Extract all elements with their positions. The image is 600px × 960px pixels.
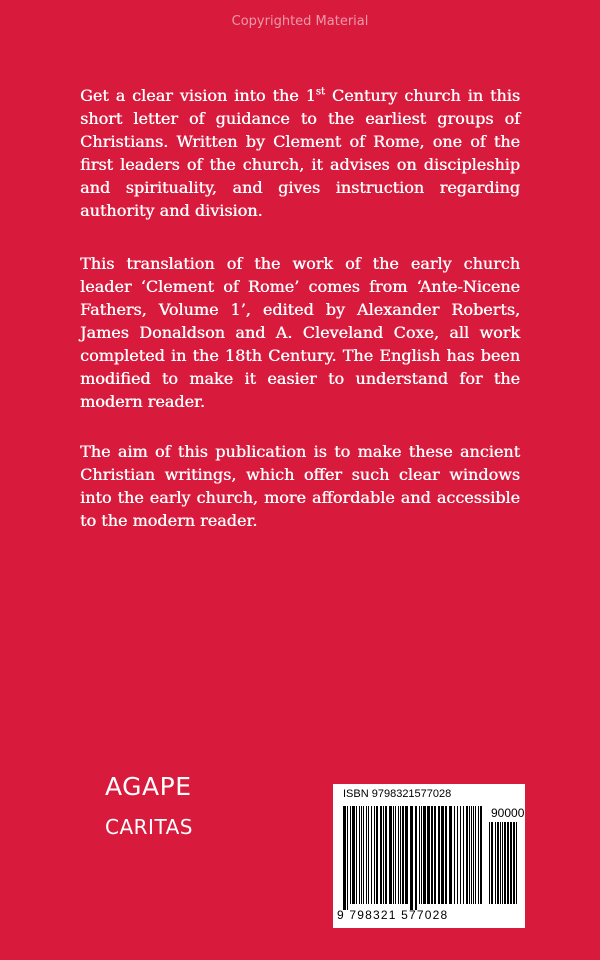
barcode-bar	[376, 806, 378, 904]
barcode-bar	[502, 822, 503, 904]
barcode-bar	[363, 806, 364, 904]
blurb-paragraph-1	[80, 84, 520, 222]
barcode-bar	[361, 806, 362, 904]
barcode-bar	[385, 806, 387, 904]
barcode-bar	[431, 806, 433, 904]
ean13-barcode-bars	[343, 806, 483, 910]
barcode-bar	[510, 822, 512, 904]
barcode-bar	[427, 806, 430, 904]
barcode-bar	[495, 822, 496, 904]
blurb-paragraph-2: This translation of the work of the early church leader ‘Clement of Rome’ comes from ‘Ante-Nicene Fathers, Volume 1’, edited by Alexander Roberts, James Donaldson and A. Cleveland Coxe, all work completed in the 18th Century. The English has been modified to make it easier to understand for the modern reader.	[80, 254, 520, 411]
isbn-label: ISBN 9798321577028	[343, 788, 452, 800]
barcode-bar	[454, 806, 455, 904]
barcode-bar	[395, 806, 396, 904]
barcode-bar	[410, 806, 413, 910]
barcode-bar	[445, 806, 447, 904]
barcode-bar	[400, 806, 401, 904]
barcode-bar	[402, 806, 404, 904]
barcode-bar	[434, 806, 436, 904]
barcode-digits: 9 798321 577028	[337, 908, 449, 922]
barcode-bar	[507, 822, 509, 904]
blurb-paragraph-3: The aim of this publication is to make these ancient Christian writings, which offer such clear windows into the early church, more affordable and accessible to the modern reader.	[80, 442, 520, 530]
barcode-bar	[489, 822, 490, 904]
blurb-p1-rest: Century church in this short letter of guidance to the earliest groups of Christians. Written by Clement of Rome, one of the first leaders of the church, it advises on discipleship and spirituality, and gives instruction regarding authority and division.	[80, 86, 521, 220]
barcode-bar	[516, 822, 517, 904]
publisher-name-line-2: CARITAS	[105, 815, 193, 839]
price-code: 90000	[491, 806, 525, 820]
barcode-bar	[419, 806, 420, 904]
barcode-bar	[366, 806, 367, 904]
copyright-watermark: Copyrighted Material	[231, 14, 369, 29]
barcode-bar	[374, 806, 375, 904]
barcode-bar	[423, 806, 426, 904]
blurb-p1-start: Get a clear vision into the 1	[80, 86, 316, 105]
barcode-bar	[352, 806, 355, 904]
price-addon-barcode-bars	[489, 822, 519, 910]
blurb-p1-ordinal: st	[315, 86, 325, 98]
barcode-bar	[513, 822, 515, 904]
barcode-bar	[359, 806, 360, 904]
barcode-bar	[380, 806, 382, 904]
barcode-bar	[421, 806, 422, 904]
barcode-bar	[469, 806, 470, 904]
barcode-bar	[478, 806, 479, 904]
barcode-bar	[500, 822, 501, 904]
barcode-bar	[475, 806, 476, 904]
barcode-bar	[350, 806, 351, 904]
barcode-bar	[463, 806, 464, 904]
barcode-bar	[343, 806, 346, 910]
barcode-bar	[438, 806, 440, 904]
barcode-bar	[449, 806, 452, 904]
publisher-name-line-1: AGAPE	[105, 772, 192, 801]
barcode-bar	[383, 806, 384, 904]
isbn-barcode	[333, 784, 525, 928]
barcode-bar	[504, 822, 506, 904]
barcode-bar	[393, 806, 394, 904]
barcode-bar	[356, 806, 357, 904]
barcode-bar	[460, 806, 461, 904]
barcode-bar	[457, 806, 458, 904]
barcode-bar	[441, 806, 444, 904]
barcode-bar	[473, 806, 474, 904]
barcode-bar	[398, 806, 399, 904]
barcode-bar	[389, 806, 392, 904]
barcode-bar	[497, 822, 499, 904]
barcode-bar	[491, 822, 493, 904]
barcode-bar	[368, 806, 369, 904]
barcode-bar	[466, 806, 468, 904]
barcode-bar	[415, 806, 417, 910]
barcode-bar	[347, 806, 348, 910]
barcode-bar	[480, 806, 482, 904]
barcode-bar	[371, 806, 372, 904]
barcode-bar	[471, 806, 472, 904]
barcode-bar	[405, 806, 408, 904]
